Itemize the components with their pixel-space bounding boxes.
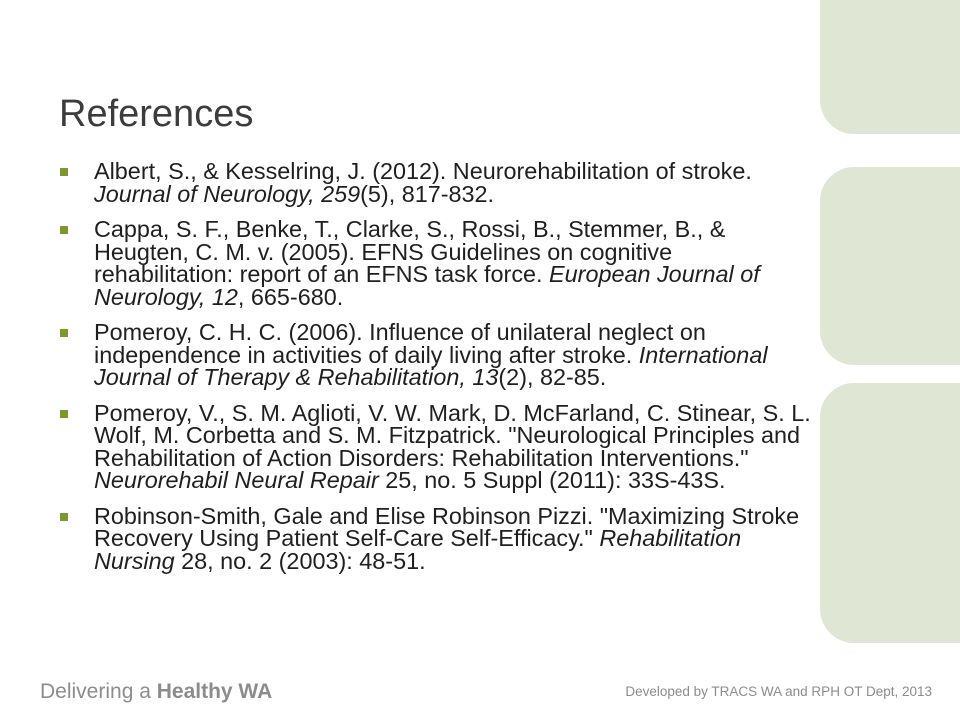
reference-source-italic: International Journal of Therapy & Rehabilitation, 13 <box>94 341 768 390</box>
reference-text: Pomeroy, C. H. C. (2006). Influence of unilateral neglect on independence in activities of daily living after stroke. <box>94 319 706 368</box>
square-bullet-icon <box>60 329 68 337</box>
reference-text: 25, no. 5 Suppl (2011): 33S-43S. <box>378 467 726 493</box>
decorative-panel-top <box>820 0 960 134</box>
reference-item <box>59 321 814 389</box>
reference-source-italic: Neurorehabil Neural Repair <box>94 467 379 493</box>
square-bullet-icon <box>60 226 68 234</box>
square-bullet-icon <box>60 513 68 521</box>
footer-brand-prefix: Delivering a <box>40 680 157 703</box>
reference-text: Robinson-Smith, Gale and Elise Robinson Pizzi. "Maximizing Stroke Recovery Using Patient Self-Care Self-Efficacy." <box>94 502 800 551</box>
reference-source-italic: Rehabilitation Nursing <box>94 525 742 574</box>
reference-text: , 665-680. <box>237 283 344 310</box>
reference-item <box>59 399 814 493</box>
decorative-panel-bottom <box>820 383 960 643</box>
reference-list <box>59 160 814 585</box>
reference-item <box>59 160 814 205</box>
decorative-panel-middle <box>820 167 960 365</box>
footer-brand-bold: Healthy WA <box>156 680 273 703</box>
square-bullet-icon <box>60 410 68 418</box>
reference-text: (2), 82-85. <box>498 364 607 390</box>
square-bullet-icon <box>60 168 68 176</box>
reference-text: Albert, S., & Kesselring, J. (2012). Neurorehabilitation of stroke. <box>94 158 752 184</box>
reference-text: (5), 817-832. <box>360 180 495 207</box>
reference-text: 28, no. 2 (2003): 48-51. <box>174 547 426 574</box>
reference-source-italic: Journal of Neurology, 259 <box>94 180 361 207</box>
reference-text: Cappa, S. F., Benke, T., Clarke, S., Rossi, B., Stemmer, B., & Heugten, C. M. v. (2005). EFNS Guidelines on cognitive rehabilitation: report of an EFNS task force. <box>94 216 726 287</box>
slide-title: References <box>59 93 254 135</box>
reference-source-italic: European Journal of Neurology, 12 <box>94 261 760 310</box>
footer-credit: Developed by TRACS WA and RPH OT Dept, 2013 <box>625 684 932 699</box>
reference-item <box>59 218 814 308</box>
reference-text: Pomeroy, V., S. M. Aglioti, V. W. Mark, D. McFarland, C. Stinear, S. L. Wolf, M. Corbetta and S. M. Fitzpatrick. "Neurological Principles and Rehabilitation of Action Disorders: Rehabilitation Interventions." <box>94 399 811 471</box>
reference-item <box>59 502 814 574</box>
footer-brand <box>40 680 272 704</box>
